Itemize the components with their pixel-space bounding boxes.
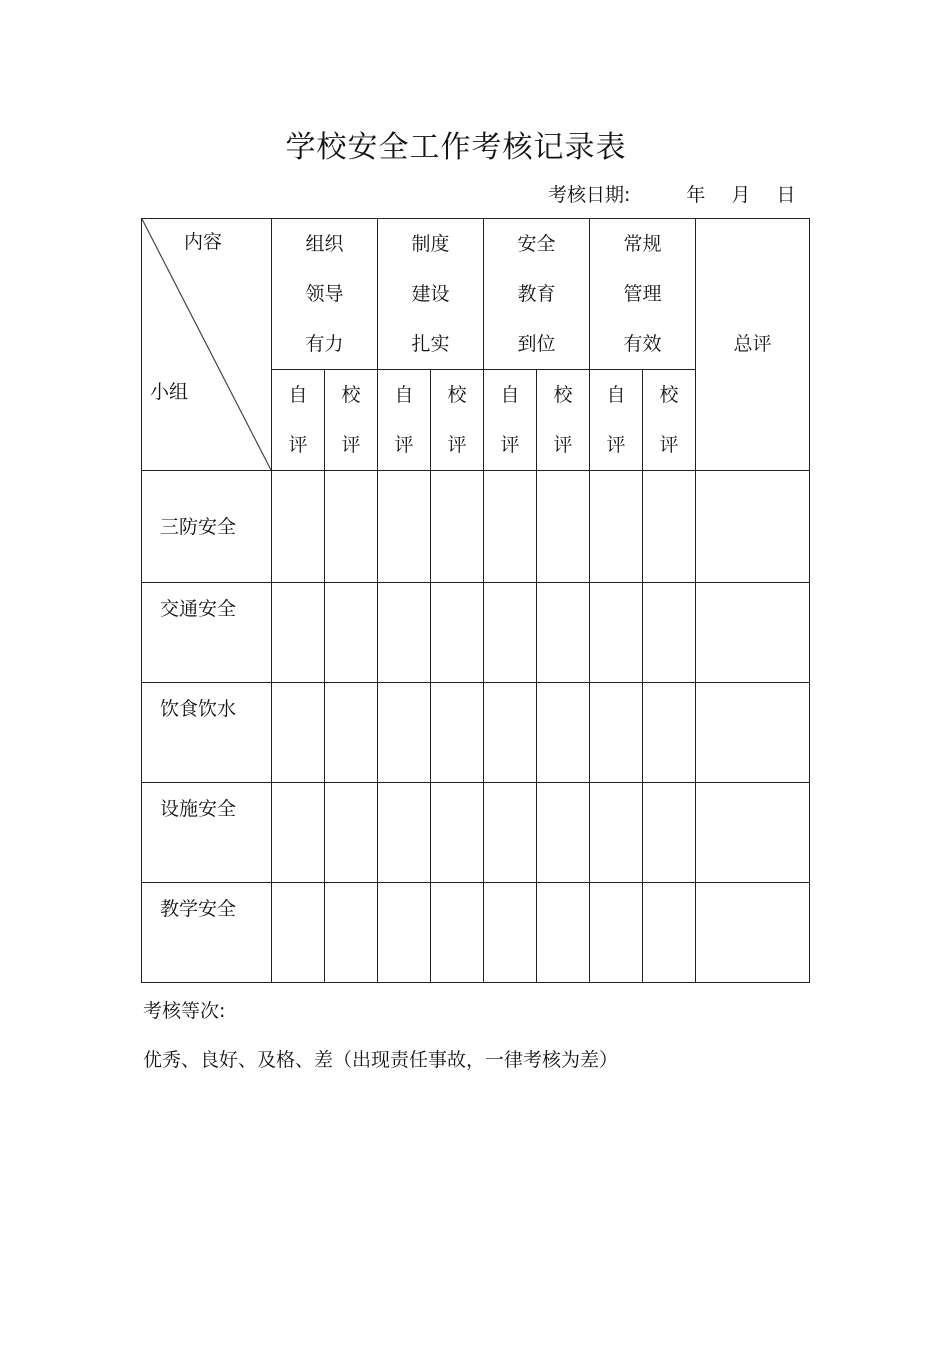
self-eval-header-4 [590,370,643,471]
date-month: 月 [731,184,751,206]
date-day: 日 [776,184,796,206]
category-1-line-3: 有力 [305,333,344,355]
self-eval-char-1: 自 [500,384,520,406]
score-cell[interactable] [431,783,484,883]
table-row [142,883,810,983]
assessment-table [141,218,810,983]
score-cell[interactable] [325,583,378,683]
table-row [142,683,810,783]
score-cell[interactable] [272,783,325,883]
category-4-line-1: 常规 [623,233,662,255]
score-cell[interactable] [484,783,537,883]
overall-cell[interactable] [696,783,810,883]
score-cell[interactable] [537,883,590,983]
category-header-1 [272,219,378,370]
score-cell[interactable] [537,783,590,883]
grade-label: 考核等次: [143,1000,226,1022]
diagonal-header-cell [142,219,272,471]
school-eval-char-1: 校 [447,384,467,406]
score-cell[interactable] [431,883,484,983]
self-eval-header-1 [272,370,325,471]
school-eval-header-3 [537,370,590,471]
score-cell[interactable] [484,583,537,683]
school-eval-char-2: 评 [447,434,467,456]
category-3-line-2: 教育 [517,283,556,305]
row-label-food-water: 饮食饮水 [142,683,272,783]
date-year: 年 [686,184,706,206]
score-cell[interactable] [325,783,378,883]
score-cell[interactable] [643,883,696,983]
row-label-fire-safety: 三防安全 [142,471,272,583]
school-eval-char-1: 校 [659,384,679,406]
score-cell[interactable] [590,883,643,983]
table-row [142,783,810,883]
overall-cell[interactable] [696,683,810,783]
self-eval-char-2: 评 [288,434,308,456]
score-cell[interactable] [325,471,378,583]
score-cell[interactable] [378,683,431,783]
corner-label-content: 内容 [184,231,223,253]
category-header-3 [484,219,590,370]
row-label-teaching-safety: 教学安全 [142,883,272,983]
category-header-2 [378,219,484,370]
school-eval-char-1: 校 [553,384,573,406]
score-cell[interactable] [378,471,431,583]
category-3-line-3: 到位 [517,333,556,355]
score-cell[interactable] [484,683,537,783]
school-eval-header-4 [643,370,696,471]
score-cell[interactable] [431,683,484,783]
category-4-line-3: 有效 [623,333,662,355]
self-eval-char-1: 自 [606,384,626,406]
corner-label-group: 小组 [150,381,189,403]
school-eval-char-1: 校 [341,384,361,406]
overall-cell[interactable] [696,583,810,683]
score-cell[interactable] [378,583,431,683]
category-2-line-2: 建设 [411,283,450,305]
school-eval-header-2 [431,370,484,471]
score-cell[interactable] [484,883,537,983]
self-eval-header-3 [484,370,537,471]
score-cell[interactable] [325,883,378,983]
self-eval-char-1: 自 [394,384,414,406]
score-cell[interactable] [272,583,325,683]
school-eval-header-1 [325,370,378,471]
category-1-line-1: 组织 [305,233,344,255]
score-cell[interactable] [272,883,325,983]
score-cell[interactable] [431,471,484,583]
self-eval-header-2 [378,370,431,471]
score-cell[interactable] [272,471,325,583]
score-cell[interactable] [378,783,431,883]
table-row [142,471,810,583]
score-cell[interactable] [590,683,643,783]
score-cell[interactable] [325,683,378,783]
category-1-line-2: 领导 [305,283,344,305]
score-cell[interactable] [590,471,643,583]
school-eval-char-2: 评 [659,434,679,456]
category-3-line-1: 安全 [517,233,556,255]
date-label: 考核日期: [548,184,631,206]
row-label-traffic-safety: 交通安全 [142,583,272,683]
row-label-facility-safety: 设施安全 [142,783,272,883]
category-header-4 [590,219,696,370]
category-2-line-3: 扎实 [411,333,450,355]
table-row [142,583,810,683]
category-4-line-2: 管理 [623,283,662,305]
page-title: 学校安全工作考核记录表 [285,130,627,165]
score-cell[interactable] [537,683,590,783]
self-eval-char-2: 评 [606,434,626,456]
self-eval-char-2: 评 [394,434,414,456]
self-eval-char-2: 评 [500,434,520,456]
overall-cell[interactable] [696,883,810,983]
overall-cell[interactable] [696,471,810,583]
school-eval-char-2: 评 [341,434,361,456]
score-cell[interactable] [378,883,431,983]
overall-header: 总评 [696,219,810,471]
score-cell[interactable] [272,683,325,783]
score-cell[interactable] [431,583,484,683]
category-2-line-1: 制度 [411,233,450,255]
score-cell[interactable] [537,583,590,683]
score-cell[interactable] [484,471,537,583]
grade-options: 优秀、良好、及格、差（出现责任事故，一律考核为差） [143,1049,619,1071]
score-cell[interactable] [643,583,696,683]
score-cell[interactable] [643,683,696,783]
score-cell[interactable] [643,783,696,883]
assessment-date [548,180,795,207]
self-eval-char-1: 自 [288,384,308,406]
score-cell[interactable] [643,471,696,583]
score-cell[interactable] [590,783,643,883]
score-cell[interactable] [590,583,643,683]
score-cell[interactable] [537,471,590,583]
school-eval-char-2: 评 [553,434,573,456]
